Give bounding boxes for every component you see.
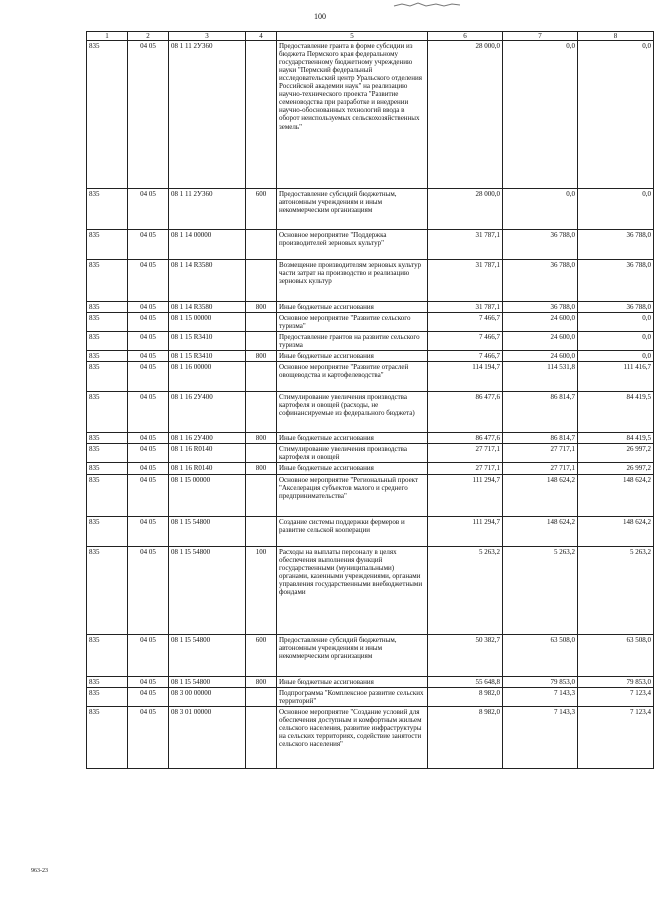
amount-year-1-cell: 5 263,2 xyxy=(428,546,503,634)
table-row xyxy=(87,516,654,546)
amount-year-2-cell: 148 624,2 xyxy=(503,474,578,516)
item-name-cell: Иные бюджетные ассигнования xyxy=(277,676,428,687)
target-article-cell: 08 1 16 2У400 xyxy=(169,433,246,444)
amount-year-1-cell: 8 982,0 xyxy=(428,706,503,768)
grbs-code-cell: 835 xyxy=(87,433,128,444)
amount-year-2-cell: 36 788,0 xyxy=(503,230,578,260)
amount-year-2-cell: 27 717,1 xyxy=(503,444,578,463)
item-name-cell: Предоставление субсидий бюджетным, автономным учреждениям и иным некоммерческим организациям xyxy=(277,189,428,230)
section-code-cell: 04 05 xyxy=(128,516,169,546)
target-article-cell: 08 1 15 00000 xyxy=(169,313,246,332)
expense-type-cell: 800 xyxy=(246,463,277,474)
grbs-code-cell: 835 xyxy=(87,302,128,313)
page-number: 100 xyxy=(314,12,326,21)
section-code-cell: 04 05 xyxy=(128,313,169,332)
col-header-1: 1 xyxy=(87,32,128,41)
amount-year-2-cell: 86 814,7 xyxy=(503,392,578,433)
table-row xyxy=(87,313,654,332)
amount-year-2-cell: 63 508,0 xyxy=(503,634,578,676)
amount-year-3-cell: 0,0 xyxy=(578,313,654,332)
amount-year-2-cell: 86 814,7 xyxy=(503,433,578,444)
amount-year-1-cell: 111 294,7 xyxy=(428,516,503,546)
expense-type-cell xyxy=(246,706,277,768)
amount-year-1-cell: 55 648,8 xyxy=(428,676,503,687)
section-code-cell: 04 05 xyxy=(128,230,169,260)
col-header-3: 3 xyxy=(169,32,246,41)
section-code-cell: 04 05 xyxy=(128,706,169,768)
item-name-cell: Подпрограмма "Комплексное развитие сельских территорий" xyxy=(277,687,428,706)
target-article-cell: 08 1 I5 54800 xyxy=(169,676,246,687)
expense-type-cell xyxy=(246,516,277,546)
amount-year-3-cell: 148 624,2 xyxy=(578,516,654,546)
grbs-code-cell: 835 xyxy=(87,444,128,463)
section-code-cell: 04 05 xyxy=(128,260,169,302)
section-code-cell: 04 05 xyxy=(128,463,169,474)
grbs-code-cell: 835 xyxy=(87,392,128,433)
table-row xyxy=(87,260,654,302)
amount-year-2-cell: 36 788,0 xyxy=(503,260,578,302)
amount-year-1-cell: 8 982,0 xyxy=(428,687,503,706)
amount-year-1-cell: 28 000,0 xyxy=(428,189,503,230)
item-name-cell: Стимулирование увеличения производства картофеля и овощей (расходы, не софинансируемые из федерального бюджета) xyxy=(277,392,428,433)
amount-year-3-cell: 0,0 xyxy=(578,332,654,351)
amount-year-2-cell: 7 143,3 xyxy=(503,687,578,706)
grbs-code-cell: 835 xyxy=(87,474,128,516)
table-row xyxy=(87,433,654,444)
expense-type-cell xyxy=(246,332,277,351)
expense-type-cell: 800 xyxy=(246,676,277,687)
grbs-code-cell: 835 xyxy=(87,351,128,362)
col-header-7: 7 xyxy=(503,32,578,41)
amount-year-3-cell: 26 997,2 xyxy=(578,444,654,463)
target-article-cell: 08 1 15 R3410 xyxy=(169,332,246,351)
grbs-code-cell: 835 xyxy=(87,260,128,302)
amount-year-3-cell: 36 788,0 xyxy=(578,260,654,302)
expense-type-cell xyxy=(246,392,277,433)
expense-type-cell: 600 xyxy=(246,189,277,230)
target-article-cell: 08 1 I5 54800 xyxy=(169,546,246,634)
item-name-cell: Создание системы поддержки фермеров и развитие сельской кооперации xyxy=(277,516,428,546)
table-row xyxy=(87,362,654,392)
amount-year-2-cell: 79 853,0 xyxy=(503,676,578,687)
expense-type-cell xyxy=(246,474,277,516)
table-row xyxy=(87,41,654,189)
amount-year-1-cell: 114 194,7 xyxy=(428,362,503,392)
item-name-cell: Основное мероприятие "Развитие сельского туризма" xyxy=(277,313,428,332)
target-article-cell: 08 1 16 R0140 xyxy=(169,444,246,463)
grbs-code-cell: 835 xyxy=(87,516,128,546)
amount-year-3-cell: 0,0 xyxy=(578,41,654,189)
amount-year-2-cell: 27 717,1 xyxy=(503,463,578,474)
amount-year-3-cell: 84 419,5 xyxy=(578,392,654,433)
expense-type-cell xyxy=(246,41,277,189)
amount-year-1-cell: 31 787,1 xyxy=(428,230,503,260)
amount-year-2-cell: 5 263,2 xyxy=(503,546,578,634)
amount-year-3-cell: 36 788,0 xyxy=(578,230,654,260)
section-code-cell: 04 05 xyxy=(128,392,169,433)
col-header-8: 8 xyxy=(578,32,654,41)
amount-year-2-cell: 0,0 xyxy=(503,41,578,189)
item-name-cell: Предоставление субсидий бюджетным, автономным учреждениям и иным некоммерческим организациям xyxy=(277,634,428,676)
item-name-cell: Иные бюджетные ассигнования xyxy=(277,302,428,313)
amount-year-1-cell: 7 466,7 xyxy=(428,313,503,332)
target-article-cell: 08 3 01 00000 xyxy=(169,706,246,768)
target-article-cell: 08 1 I5 00000 xyxy=(169,474,246,516)
amount-year-3-cell: 79 853,0 xyxy=(578,676,654,687)
amount-year-2-cell: 7 143,3 xyxy=(503,706,578,768)
target-article-cell: 08 1 14 R3580 xyxy=(169,260,246,302)
amount-year-1-cell: 28 000,0 xyxy=(428,41,503,189)
target-article-cell: 08 1 16 2У400 xyxy=(169,392,246,433)
col-header-2: 2 xyxy=(128,32,169,41)
target-article-cell: 08 1 16 00000 xyxy=(169,362,246,392)
section-code-cell: 04 05 xyxy=(128,362,169,392)
section-code-cell: 04 05 xyxy=(128,302,169,313)
grbs-code-cell: 835 xyxy=(87,41,128,189)
amount-year-2-cell: 24 600,0 xyxy=(503,332,578,351)
header-row xyxy=(87,32,654,41)
item-name-cell: Стимулирование увеличения производства картофеля и овощей xyxy=(277,444,428,463)
amount-year-1-cell: 86 477,6 xyxy=(428,392,503,433)
section-code-cell: 04 05 xyxy=(128,474,169,516)
grbs-code-cell: 835 xyxy=(87,332,128,351)
table-row xyxy=(87,392,654,433)
grbs-code-cell: 835 xyxy=(87,676,128,687)
expense-type-cell: 800 xyxy=(246,351,277,362)
grbs-code-cell: 835 xyxy=(87,362,128,392)
section-code-cell: 04 05 xyxy=(128,444,169,463)
section-code-cell: 04 05 xyxy=(128,189,169,230)
amount-year-3-cell: 36 788,0 xyxy=(578,302,654,313)
table-row xyxy=(87,463,654,474)
amount-year-3-cell: 5 263,2 xyxy=(578,546,654,634)
section-code-cell: 04 05 xyxy=(128,433,169,444)
table-row xyxy=(87,474,654,516)
expense-type-cell: 600 xyxy=(246,634,277,676)
item-name-cell: Основное мероприятие "Поддержка производителей зерновых культур" xyxy=(277,230,428,260)
amount-year-2-cell: 114 531,8 xyxy=(503,362,578,392)
table-row xyxy=(87,230,654,260)
amount-year-1-cell: 31 787,1 xyxy=(428,302,503,313)
expense-type-cell xyxy=(246,362,277,392)
target-article-cell: 08 1 15 R3410 xyxy=(169,351,246,362)
expense-type-cell: 100 xyxy=(246,546,277,634)
section-code-cell: 04 05 xyxy=(128,687,169,706)
amount-year-3-cell: 7 123,4 xyxy=(578,687,654,706)
amount-year-3-cell: 0,0 xyxy=(578,189,654,230)
col-header-5: 5 xyxy=(277,32,428,41)
amount-year-2-cell: 24 600,0 xyxy=(503,313,578,332)
footer-code: 963-23 xyxy=(31,868,48,874)
table-row xyxy=(87,706,654,768)
expense-type-cell: 800 xyxy=(246,433,277,444)
section-code-cell: 04 05 xyxy=(128,676,169,687)
amount-year-2-cell: 0,0 xyxy=(503,189,578,230)
target-article-cell: 08 1 14 R3580 xyxy=(169,302,246,313)
grbs-code-cell: 835 xyxy=(87,313,128,332)
amount-year-1-cell: 7 466,7 xyxy=(428,351,503,362)
expense-type-cell xyxy=(246,230,277,260)
target-article-cell: 08 1 I5 54800 xyxy=(169,634,246,676)
amount-year-3-cell: 26 997,2 xyxy=(578,463,654,474)
amount-year-1-cell: 86 477,6 xyxy=(428,433,503,444)
grbs-code-cell: 835 xyxy=(87,634,128,676)
amount-year-1-cell: 27 717,1 xyxy=(428,463,503,474)
amount-year-2-cell: 148 624,2 xyxy=(503,516,578,546)
table-row xyxy=(87,634,654,676)
item-name-cell: Иные бюджетные ассигнования xyxy=(277,351,428,362)
item-name-cell: Иные бюджетные ассигнования xyxy=(277,433,428,444)
amount-year-1-cell: 31 787,1 xyxy=(428,260,503,302)
amount-year-1-cell: 7 466,7 xyxy=(428,332,503,351)
section-code-cell: 04 05 xyxy=(128,332,169,351)
table-row xyxy=(87,189,654,230)
section-code-cell: 04 05 xyxy=(128,351,169,362)
table-row xyxy=(87,444,654,463)
item-name-cell: Возмещение производителям зерновых культур части затрат на производство и реализацию зерновых культур xyxy=(277,260,428,302)
target-article-cell: 08 1 16 R0140 xyxy=(169,463,246,474)
table-row xyxy=(87,676,654,687)
expense-type-cell xyxy=(246,687,277,706)
item-name-cell: Предоставление гранта в форме субсидии из бюджета Пермского края федеральному государственному бюджетному учреждению науки "Пермский федеральный исследовательский центр Уральского отделения Российской академии наук" на реализацию научно-технического проекта "Развитие семеноводства при разработке и внедрении научно-обоснованных технологий ввода в оборот неиспользуемых сельскохозяйственных земель" xyxy=(277,41,428,189)
amount-year-2-cell: 36 788,0 xyxy=(503,302,578,313)
scan-artifact-mark xyxy=(392,2,462,8)
item-name-cell: Расходы на выплаты персоналу в целях обеспечения выполнения функций государственными (муниципальными) органами, казенными учреждениями, органами управления государственными внебюджетными фондами xyxy=(277,546,428,634)
item-name-cell: Основное мероприятие "Развитие отраслей овощеводства и картофелеводства" xyxy=(277,362,428,392)
grbs-code-cell: 835 xyxy=(87,546,128,634)
amount-year-1-cell: 50 382,7 xyxy=(428,634,503,676)
grbs-code-cell: 835 xyxy=(87,687,128,706)
amount-year-2-cell: 24 600,0 xyxy=(503,351,578,362)
grbs-code-cell: 835 xyxy=(87,706,128,768)
grbs-code-cell: 835 xyxy=(87,189,128,230)
target-article-cell: 08 1 11 2У360 xyxy=(169,189,246,230)
target-article-cell: 08 3 00 00000 xyxy=(169,687,246,706)
item-name-cell: Основное мероприятие "Создание условий для обеспечения доступным и комфортным жильем сельского населения, развитие инфраструктуры на сельских территориях, содействие занятости сельского населения" xyxy=(277,706,428,768)
item-name-cell: Предоставление грантов на развитие сельского туризма xyxy=(277,332,428,351)
expense-type-cell xyxy=(246,313,277,332)
expense-type-cell xyxy=(246,444,277,463)
amount-year-3-cell: 63 508,0 xyxy=(578,634,654,676)
col-header-6: 6 xyxy=(428,32,503,41)
grbs-code-cell: 835 xyxy=(87,230,128,260)
target-article-cell: 08 1 11 2У360 xyxy=(169,41,246,189)
section-code-cell: 04 05 xyxy=(128,546,169,634)
table-row xyxy=(87,546,654,634)
amount-year-3-cell: 148 624,2 xyxy=(578,474,654,516)
expense-type-cell: 800 xyxy=(246,302,277,313)
target-article-cell: 08 1 I5 54800 xyxy=(169,516,246,546)
table-body xyxy=(87,41,654,769)
item-name-cell: Иные бюджетные ассигнования xyxy=(277,463,428,474)
amount-year-3-cell: 0,0 xyxy=(578,351,654,362)
amount-year-1-cell: 111 294,7 xyxy=(428,474,503,516)
col-header-4: 4 xyxy=(246,32,277,41)
grbs-code-cell: 835 xyxy=(87,463,128,474)
section-code-cell: 04 05 xyxy=(128,41,169,189)
item-name-cell: Основное мероприятие "Региональный проект "Акселерация субъектов малого и среднего предпринимательства" xyxy=(277,474,428,516)
amount-year-3-cell: 111 416,7 xyxy=(578,362,654,392)
amount-year-1-cell: 27 717,1 xyxy=(428,444,503,463)
amount-year-3-cell: 84 419,5 xyxy=(578,433,654,444)
table-row xyxy=(87,351,654,362)
table-row xyxy=(87,687,654,706)
table-row xyxy=(87,332,654,351)
amount-year-3-cell: 7 123,4 xyxy=(578,706,654,768)
section-code-cell: 04 05 xyxy=(128,634,169,676)
budget-table xyxy=(86,31,654,769)
table-row xyxy=(87,302,654,313)
target-article-cell: 08 1 14 00000 xyxy=(169,230,246,260)
expense-type-cell xyxy=(246,260,277,302)
